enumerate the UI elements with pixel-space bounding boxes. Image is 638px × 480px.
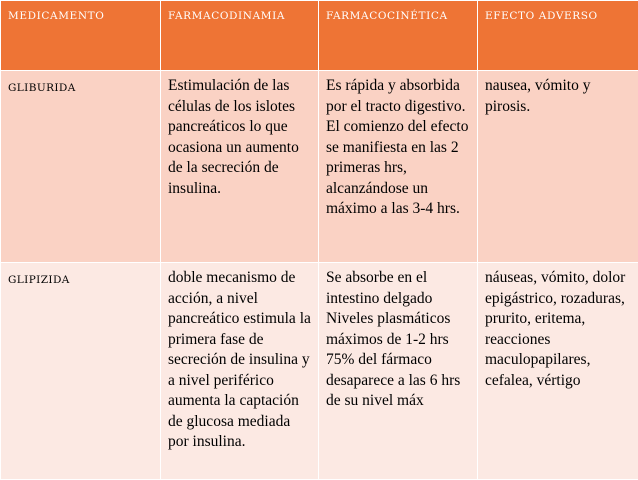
table-row-glipizida <box>1 263 638 480</box>
header-farmacocinetica: FARMACOCINÉTICA <box>319 1 478 71</box>
header-efecto-adverso: EFECTO ADVERSO <box>478 1 638 71</box>
header-farmacodinamia: FARMACODINAMIA <box>161 1 319 71</box>
cell-efecto-adverso: náuseas, vómito, dolor epigástrico, rozaduras, prurito, eritema, reacciones maculopapilares, cefalea, vértigo <box>478 263 638 480</box>
table-row-gliburida <box>1 71 638 263</box>
cell-efecto-adverso: nausea, vómito y pirosis. <box>478 71 638 263</box>
cell-farmacodinamia: Estimulación de las células de los islotes pancreáticos lo que ocasiona un aumento de la secreción de insulina. <box>161 71 319 263</box>
cell-farmacodinamia: doble mecanismo de acción, a nivel pancreático estimula la primera fase de secreción de insulina y a nivel periférico aumenta la captación de glucosa mediada por insulina. <box>161 263 319 480</box>
cell-farmacocinetica: Se absorbe en el intestino delgado Niveles plasmáticos máximos de 1-2 hrs 75% del fármaco desaparece a las 6 hrs de su nivel máx <box>319 263 478 480</box>
header-medicamento: MEDICAMENTO <box>1 1 161 71</box>
cell-medicamento: GLIBURIDA <box>1 71 161 263</box>
table-header-row <box>1 1 638 71</box>
cell-medicamento: GLIPIZIDA <box>1 263 161 480</box>
cell-farmacocinetica: Es rápida y absorbida por el tracto digestivo. El comienzo del efecto se manifiesta en las 2 primeras hrs, alcanzándose un máximo a las 3-4 hrs. <box>319 71 478 263</box>
